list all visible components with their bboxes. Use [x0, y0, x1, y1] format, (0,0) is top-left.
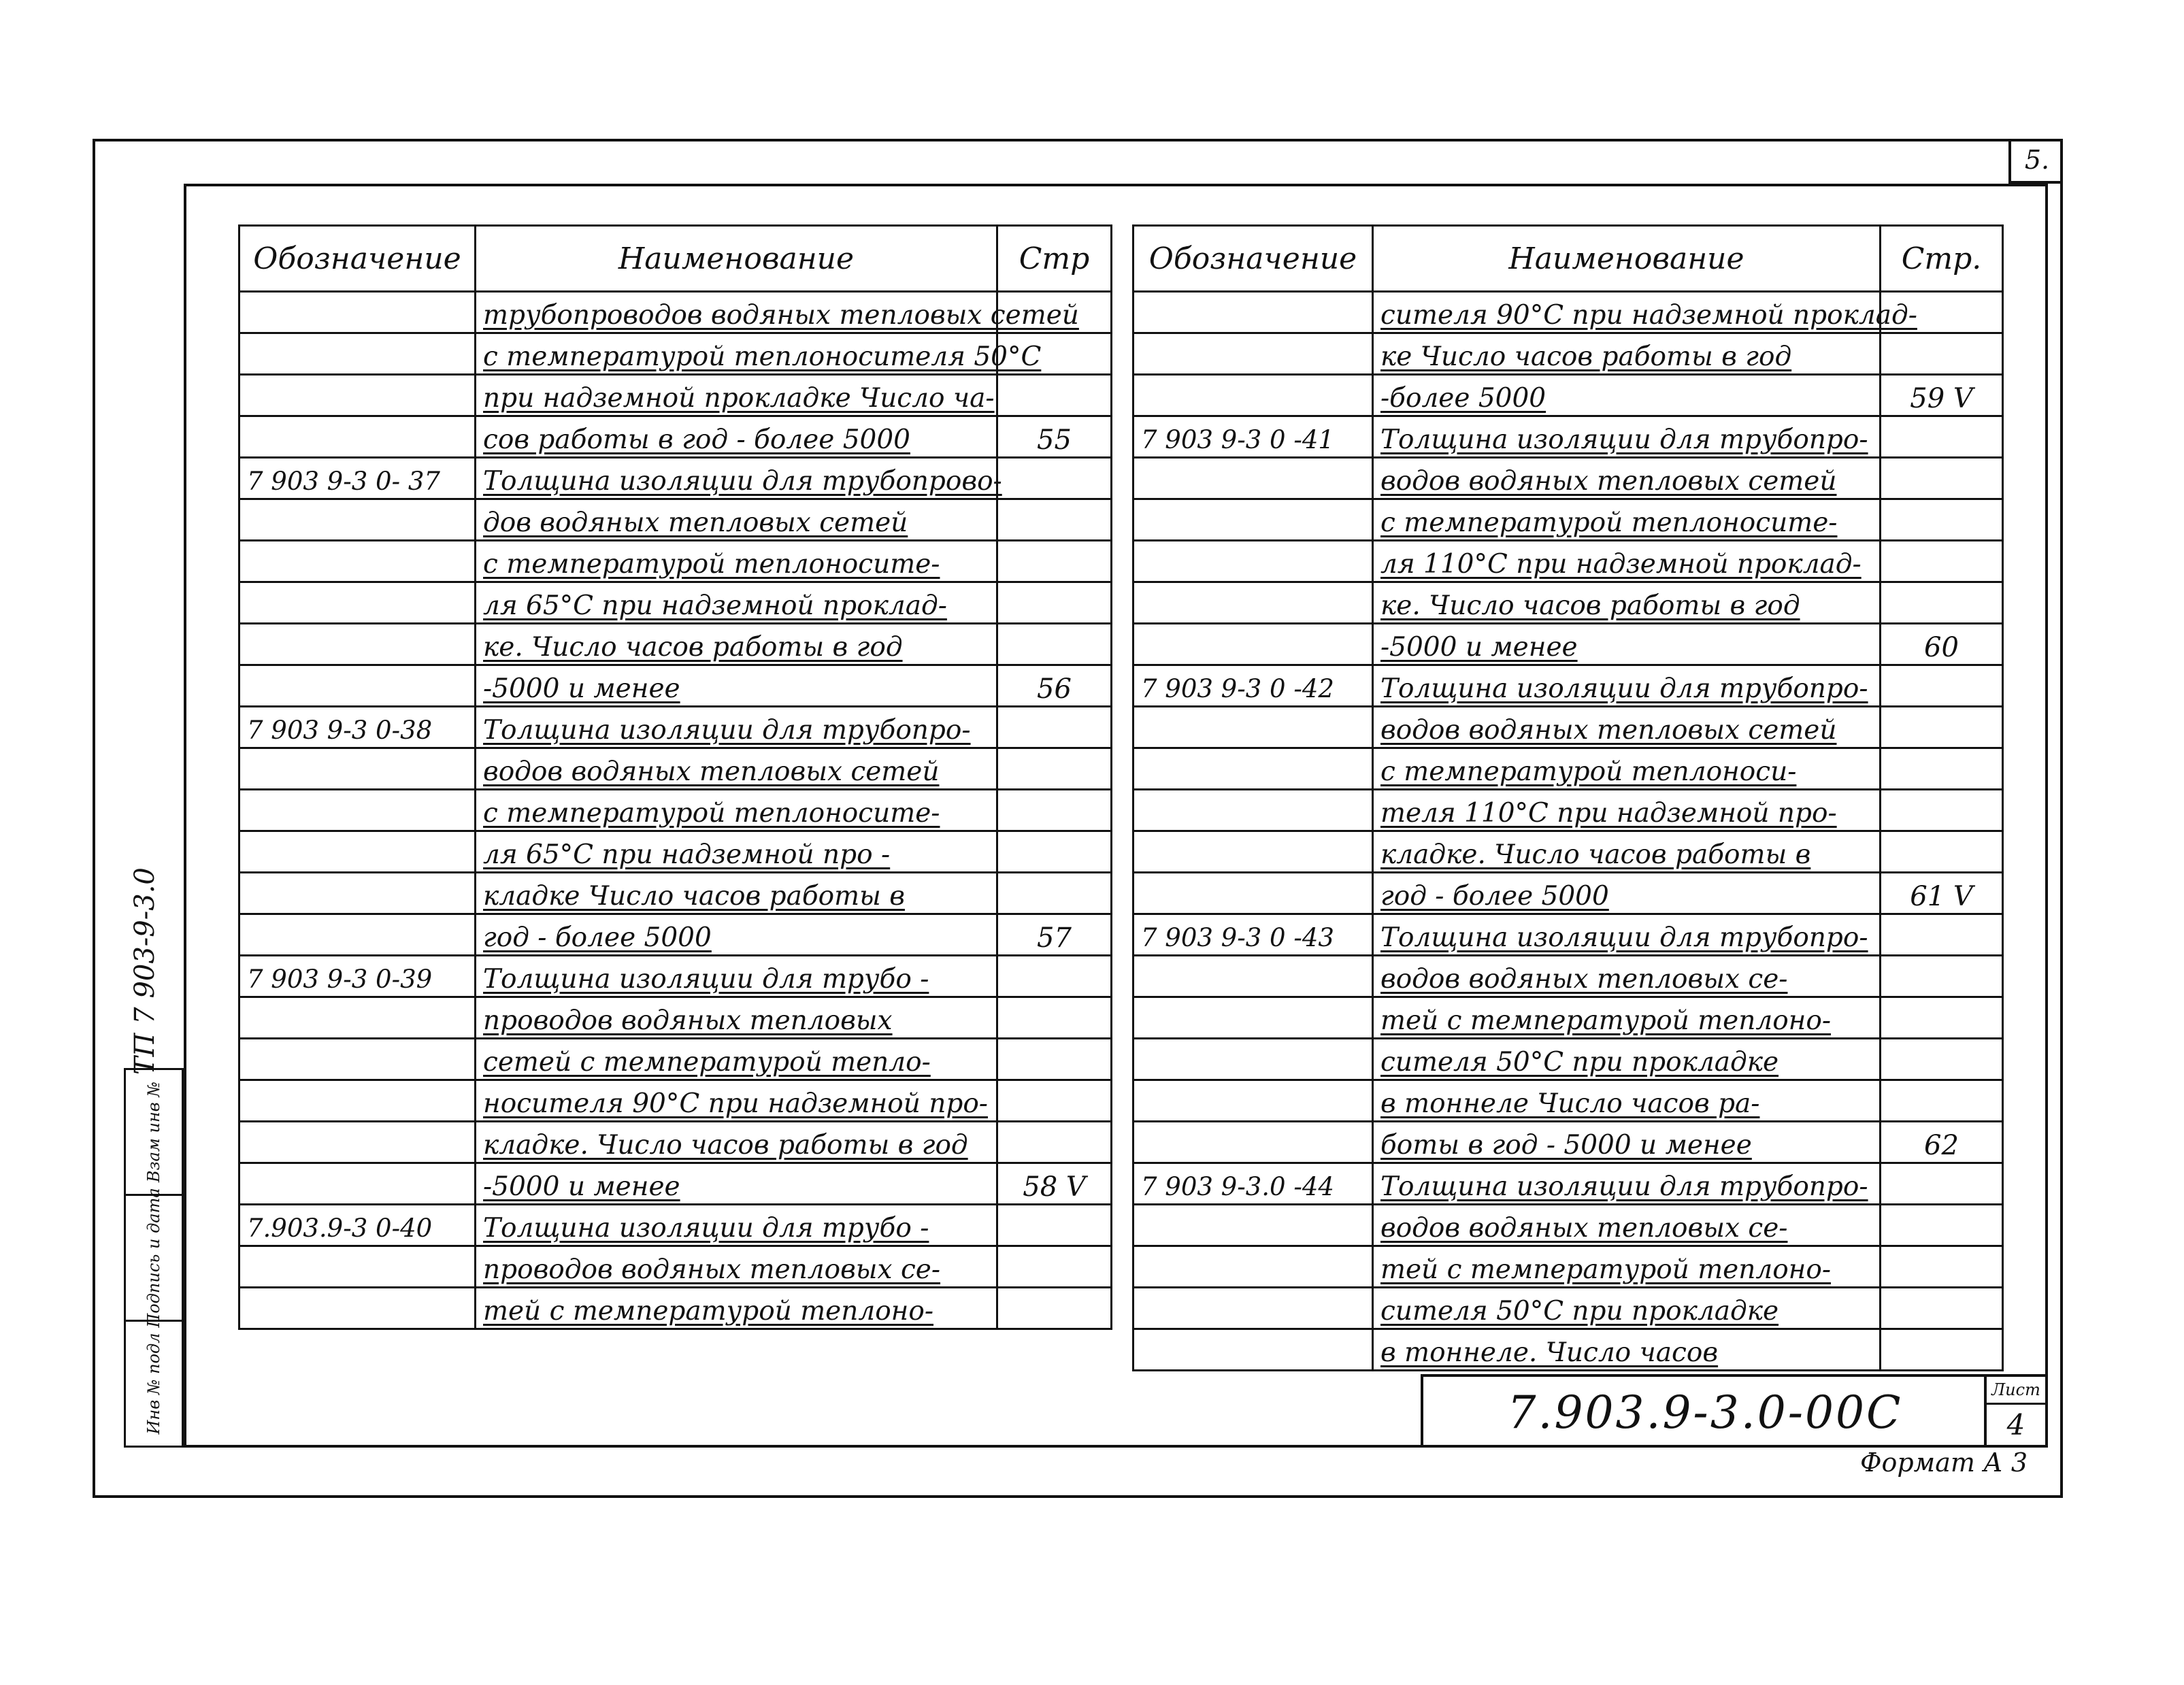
cell-name: ля 110°С при надземной проклад- — [1373, 541, 1881, 582]
cell-name: водов водяных тепловых сетей — [1373, 707, 1881, 748]
cell-page — [1881, 1246, 2003, 1288]
sheet-number-box — [1984, 1374, 2048, 1448]
column-header-code: Обозначение — [1134, 226, 1373, 292]
cell-code — [1134, 375, 1373, 416]
table-row — [1134, 873, 2003, 914]
column-header-code: Обозначение — [239, 226, 476, 292]
cell-name: водов водяных тепловых сетей — [1373, 458, 1881, 499]
cell-code — [1134, 873, 1373, 914]
cell-page — [997, 748, 1112, 790]
cell-page — [1881, 790, 2003, 831]
cell-page — [1881, 333, 2003, 375]
cell-code — [1134, 292, 1373, 333]
cell-page — [1881, 707, 2003, 748]
cell-page — [997, 582, 1112, 624]
cell-page — [1881, 1039, 2003, 1080]
table-row — [239, 707, 1112, 748]
cell-name: Толщина изоляции для трубопро- — [1373, 914, 1881, 956]
cell-page — [1881, 1163, 2003, 1205]
table-row — [239, 1205, 1112, 1246]
cell-page — [997, 1205, 1112, 1246]
cell-page — [1881, 499, 2003, 541]
table-row — [239, 624, 1112, 665]
stamp-cell-replacement: Взам инв № — [144, 1081, 163, 1183]
cell-name: сителя 50°С при прокладке — [1373, 1288, 1881, 1329]
cell-name: сителя 90°С при надземной проклад- — [1373, 292, 1881, 333]
cell-name: ля 65°С при надземной проклад- — [476, 582, 997, 624]
table-row — [239, 956, 1112, 997]
cell-code — [239, 499, 476, 541]
cell-name: ке. Число часов работы в год — [476, 624, 997, 665]
cell-code — [239, 1122, 476, 1163]
table-row — [239, 790, 1112, 831]
cell-name: -5000 и менее — [1373, 624, 1881, 665]
table-row — [239, 1039, 1112, 1080]
table-row — [1134, 1080, 2003, 1122]
cell-page — [1881, 416, 2003, 458]
cell-name: Толщина изоляции для трубо - — [476, 956, 997, 997]
cell-code — [1134, 624, 1373, 665]
cell-name: сов работы в год - более 5000 — [476, 416, 997, 458]
table-row — [239, 582, 1112, 624]
cell-page: 57 — [997, 914, 1112, 956]
cell-page — [997, 956, 1112, 997]
table-row — [1134, 790, 2003, 831]
cell-code — [239, 416, 476, 458]
table-row — [1134, 1122, 2003, 1163]
table-row — [1134, 1163, 2003, 1205]
cell-name: водов водяных тепловых сетей — [476, 748, 997, 790]
cell-page — [997, 458, 1112, 499]
cell-page — [997, 375, 1112, 416]
cell-code — [239, 333, 476, 375]
cell-name: носителя 90°С при надземной про- — [476, 1080, 997, 1122]
table-row — [1134, 541, 2003, 582]
cell-code: 7 903 9-3 0 -41 — [1134, 416, 1373, 458]
cell-code — [1134, 956, 1373, 997]
cell-name: при надземной прокладке Число ча- — [476, 375, 997, 416]
table-row — [239, 458, 1112, 499]
cell-name: Толщина изоляции для трубопро- — [476, 707, 997, 748]
cell-code — [239, 292, 476, 333]
table-header-row — [239, 226, 1112, 292]
table-row — [1134, 499, 2003, 541]
stamp-cell-signature-date: Подпись и дата — [126, 1194, 182, 1320]
cell-name: ке Число часов работы в год — [1373, 333, 1881, 375]
cell-code — [239, 748, 476, 790]
table-row — [239, 1122, 1112, 1163]
cell-code: 7 903 9-3.0 -44 — [1134, 1163, 1373, 1205]
column-header-name: Наименование — [476, 226, 997, 292]
cell-code — [1134, 1080, 1373, 1122]
cell-page: 61 V — [1881, 873, 2003, 914]
contents-table-right — [1132, 224, 2004, 1371]
cell-code — [1134, 458, 1373, 499]
table-row — [1134, 1288, 2003, 1329]
cell-code — [1134, 831, 1373, 873]
cell-code: 7.903.9-3 0-40 — [239, 1205, 476, 1246]
table-row — [1134, 624, 2003, 665]
side-stamp — [124, 1068, 184, 1448]
sheet-corner-number: 5. — [2008, 139, 2063, 184]
cell-code — [239, 375, 476, 416]
table-row — [1134, 375, 2003, 416]
table-row — [239, 292, 1112, 333]
cell-name: трубопроводов водяных тепловых сетей — [476, 292, 997, 333]
cell-page — [1881, 458, 2003, 499]
table-row — [239, 665, 1112, 707]
cell-name: ке. Число часов работы в год — [1373, 582, 1881, 624]
cell-code — [239, 831, 476, 873]
table-row — [1134, 997, 2003, 1039]
cell-code — [1134, 1288, 1373, 1329]
cell-page — [997, 1039, 1112, 1080]
table-row — [239, 333, 1112, 375]
cell-name: проводов водяных тепловых се- — [476, 1246, 997, 1288]
table-row — [239, 541, 1112, 582]
sheet-label: Лист — [1987, 1377, 2045, 1405]
cell-name: дов водяных тепловых сетей — [476, 499, 997, 541]
table-row — [1134, 582, 2003, 624]
table-row — [1134, 416, 2003, 458]
cell-page — [997, 541, 1112, 582]
cell-name: Толщина изоляции для трубопро- — [1373, 416, 1881, 458]
cell-code — [239, 541, 476, 582]
cell-code — [239, 1039, 476, 1080]
cell-page — [997, 1288, 1112, 1329]
cell-code: 7 903 9-3 0-39 — [239, 956, 476, 997]
cell-code — [1134, 333, 1373, 375]
cell-page — [1881, 956, 2003, 997]
cell-name: -более 5000 — [1373, 375, 1881, 416]
cell-name: -5000 и менее — [476, 665, 997, 707]
cell-name: с температурой теплоносите- — [476, 541, 997, 582]
cell-code — [239, 1080, 476, 1122]
cell-code — [1134, 748, 1373, 790]
cell-page — [1881, 1288, 2003, 1329]
cell-code: 7 903 9-3 0- 37 — [239, 458, 476, 499]
cell-name: тей с температурой теплоно- — [1373, 1246, 1881, 1288]
column-header-page: Стр — [997, 226, 1112, 292]
format-label: Формат А 3 — [1859, 1448, 2028, 1478]
cell-code — [239, 997, 476, 1039]
cell-code — [1134, 1329, 1373, 1371]
cell-page: 60 — [1881, 624, 2003, 665]
cell-name: Толщина изоляции для трубопро- — [1373, 1163, 1881, 1205]
cell-page: 59 V — [1881, 375, 2003, 416]
table-row — [1134, 665, 2003, 707]
cell-page — [997, 624, 1112, 665]
cell-page — [1881, 541, 2003, 582]
stamp-cell-inventory: Инв № подл — [126, 1320, 182, 1446]
table-row — [1134, 707, 2003, 748]
cell-name: в тоннеле. Число часов — [1373, 1329, 1881, 1371]
cell-name: с температурой теплоносите- — [1373, 499, 1881, 541]
cell-name: Толщина изоляции для трубопрово- — [476, 458, 997, 499]
table-row — [239, 499, 1112, 541]
column-header-name: Наименование — [1373, 226, 1881, 292]
cell-name: год - более 5000 — [1373, 873, 1881, 914]
cell-code — [1134, 997, 1373, 1039]
table-row — [239, 375, 1112, 416]
cell-name: -5000 и менее — [476, 1163, 997, 1205]
cell-name: кладке. Число часов работы в — [1373, 831, 1881, 873]
cell-name: ля 65°С при надземной про - — [476, 831, 997, 873]
cell-name: Толщина изоляции для трубо - — [476, 1205, 997, 1246]
table-row — [239, 914, 1112, 956]
column-header-page: Стр. — [1881, 226, 2003, 292]
table-row — [1134, 1205, 2003, 1246]
cell-name: с температурой теплоносителя 50°С — [476, 333, 997, 375]
side-project-label — [109, 721, 184, 1075]
table-row — [1134, 748, 2003, 790]
cell-name: кладке Число часов работы в — [476, 873, 997, 914]
cell-code: 7 903 9-3 0-38 — [239, 707, 476, 748]
table-body — [1134, 292, 2003, 1371]
cell-code — [1134, 541, 1373, 582]
cell-page — [997, 707, 1112, 748]
table-row — [239, 1246, 1112, 1288]
cell-page — [1881, 914, 2003, 956]
cell-name: кладке. Число часов работы в год — [476, 1122, 997, 1163]
cell-code — [1134, 582, 1373, 624]
cell-name: Толщина изоляции для трубопро- — [1373, 665, 1881, 707]
table-row — [1134, 333, 2003, 375]
cell-name: сителя 50°С при прокладке — [1373, 1039, 1881, 1080]
cell-code — [1134, 499, 1373, 541]
cell-name: боты в год - 5000 и менее — [1373, 1122, 1881, 1163]
cell-page — [1881, 665, 2003, 707]
cell-code — [239, 1163, 476, 1205]
table-row — [239, 1080, 1112, 1122]
cell-page — [997, 997, 1112, 1039]
cell-name: тей с температурой теплоно- — [476, 1288, 997, 1329]
document-code: 7.903.9-3.0-00С — [1421, 1374, 1987, 1448]
cell-page — [1881, 1080, 2003, 1122]
cell-name: тей с температурой теплоно- — [1373, 997, 1881, 1039]
table-row — [239, 873, 1112, 914]
table-row — [1134, 831, 2003, 873]
cell-name: проводов водяных тепловых — [476, 997, 997, 1039]
cell-code: 7 903 9-3 0 -42 — [1134, 665, 1373, 707]
sheet-number: 4 — [2006, 1408, 2025, 1441]
cell-page — [1881, 582, 2003, 624]
cell-page — [997, 873, 1112, 914]
cell-name: теля 110°С при надземной про- — [1373, 790, 1881, 831]
cell-page: 58 V — [997, 1163, 1112, 1205]
cell-code — [239, 1288, 476, 1329]
table-row — [1134, 292, 2003, 333]
cell-page: 55 — [997, 416, 1112, 458]
cell-name: водов водяных тепловых се- — [1373, 956, 1881, 997]
cell-page — [997, 790, 1112, 831]
cell-code — [1134, 1246, 1373, 1288]
table-row — [239, 1163, 1112, 1205]
cell-page — [997, 831, 1112, 873]
cell-code — [1134, 1122, 1373, 1163]
cell-code — [239, 914, 476, 956]
cell-name: с температурой теплоноси- — [1373, 748, 1881, 790]
table-row — [239, 416, 1112, 458]
cell-code: 7 903 9-3 0 -43 — [1134, 914, 1373, 956]
table-row — [239, 831, 1112, 873]
cell-code — [1134, 707, 1373, 748]
cell-name: в тоннеле Число часов ра- — [1373, 1080, 1881, 1122]
cell-page — [1881, 1329, 2003, 1371]
cell-name: год - более 5000 — [476, 914, 997, 956]
cell-code — [239, 665, 476, 707]
cell-page — [1881, 748, 2003, 790]
cell-name: водов водяных тепловых се- — [1373, 1205, 1881, 1246]
table-row — [239, 1288, 1112, 1329]
table-body — [239, 292, 1112, 1329]
side-project-label-text: ТП 7 903-9-3.0 — [129, 867, 161, 1075]
table-row — [239, 997, 1112, 1039]
table-header-row — [1134, 226, 2003, 292]
cell-code — [239, 873, 476, 914]
cell-code — [239, 582, 476, 624]
cell-page — [997, 499, 1112, 541]
cell-name: с температурой теплоносите- — [476, 790, 997, 831]
cell-page — [997, 1122, 1112, 1163]
cell-page — [1881, 997, 2003, 1039]
cell-code — [239, 624, 476, 665]
cell-page: 62 — [1881, 1122, 2003, 1163]
cell-name: сетей с температурой тепло- — [476, 1039, 997, 1080]
cell-page: 56 — [997, 665, 1112, 707]
cell-code — [1134, 790, 1373, 831]
table-row — [1134, 1039, 2003, 1080]
cell-code — [1134, 1205, 1373, 1246]
cell-page — [997, 1080, 1112, 1122]
cell-page — [1881, 831, 2003, 873]
table-row — [1134, 914, 2003, 956]
cell-code — [239, 1246, 476, 1288]
cell-page — [997, 1246, 1112, 1288]
contents-table-left — [238, 224, 1112, 1330]
table-row — [1134, 956, 2003, 997]
cell-code — [1134, 1039, 1373, 1080]
cell-code — [239, 790, 476, 831]
cell-page — [1881, 1205, 2003, 1246]
table-row — [1134, 458, 2003, 499]
table-row — [239, 748, 1112, 790]
table-row — [1134, 1329, 2003, 1371]
table-row — [1134, 1246, 2003, 1288]
